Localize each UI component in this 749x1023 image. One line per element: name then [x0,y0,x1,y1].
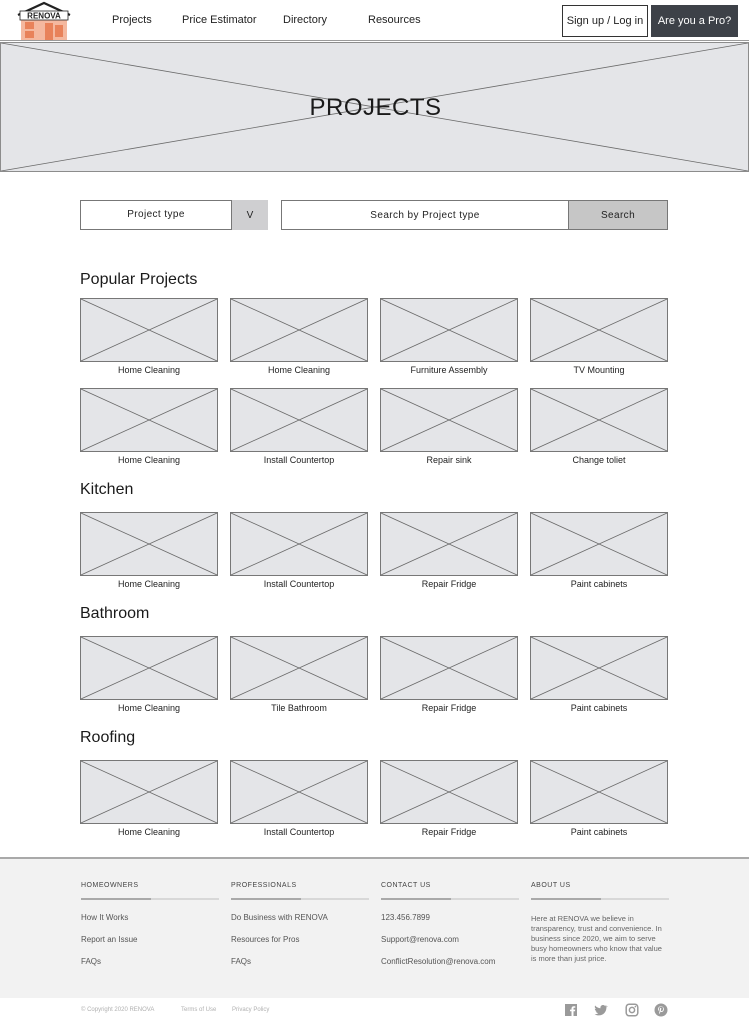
project-card-label: Home Cleaning [117,703,181,713]
terms-of-use-link[interactable]: Terms of Use [181,1007,217,1013]
project-image-placeholder [530,512,668,576]
footer-heading: HOMEOWNERS [81,882,139,889]
project-card-popular[interactable] [230,298,368,378]
pinterest-icon[interactable] [654,1003,668,1017]
project-card-bathroom[interactable] [80,636,218,716]
logo-text: RENOVA [27,11,61,21]
project-card-roofing[interactable] [80,760,218,840]
project-card-popular[interactable] [80,298,218,378]
footer-divider [231,898,369,900]
project-image-placeholder [530,636,668,700]
project-image-placeholder [380,636,518,700]
footer-col-contact [381,882,519,966]
nav-resources[interactable]: Resources [368,14,421,26]
project-card-kitchen[interactable] [530,512,668,592]
footer-link-do-business[interactable]: Do Business with RENOVA [231,913,328,922]
project-image-placeholder [80,298,218,362]
project-card-bathroom[interactable] [380,636,518,716]
project-image-placeholder [530,298,668,362]
nav-price-estimator[interactable]: Price Estimator [182,14,257,26]
nav-directory[interactable]: Directory [283,14,328,26]
project-card-popular[interactable] [530,388,668,468]
project-image-placeholder [380,760,518,824]
top-navigation-bar [0,0,749,41]
project-image-placeholder [80,636,218,700]
footer-phone[interactable]: 123.456.7899 [381,913,430,922]
footer-col-professionals [231,882,369,966]
instagram-icon[interactable] [625,1003,639,1017]
project-card-label: Repair Fridge [421,827,477,837]
project-card-label: Repair sink [426,455,472,465]
project-image-placeholder [80,760,218,824]
project-card-roofing[interactable] [530,760,668,840]
project-image-placeholder [530,388,668,452]
project-card-label: Home Cleaning [267,365,331,375]
project-card-label: Home Cleaning [117,365,181,375]
page-title: PROJECTS [309,94,442,121]
project-card-label: Home Cleaning [117,579,181,589]
project-card-popular[interactable] [530,298,668,378]
project-card-popular[interactable] [230,388,368,468]
project-card-label: Install Countertop [263,827,335,837]
project-card-label: Paint cabinets [570,703,628,713]
project-card-kitchen[interactable] [80,512,218,592]
project-image-placeholder [230,760,368,824]
privacy-policy-link[interactable]: Privacy Policy [232,1007,270,1013]
footer-support-email[interactable]: Support@renova.com [381,935,459,944]
project-image-placeholder [380,298,518,362]
search-input[interactable] [281,200,569,230]
project-card-label: Repair Fridge [421,703,477,713]
project-image-placeholder [530,760,668,824]
footer-heading: ABOUT US [531,882,571,889]
footer [0,857,749,998]
footer-conflict-email[interactable]: ConflictResolution@renova.com [381,957,496,966]
signup-login-button[interactable]: Sign up / Log in [562,5,648,37]
search-button[interactable]: Search [568,200,668,230]
copyright-text: © Copyright 2020 RENOVA [81,1007,155,1013]
project-card-popular[interactable] [380,388,518,468]
project-card-popular[interactable] [80,388,218,468]
hero-banner [0,42,749,172]
project-card-label: Install Countertop [263,455,335,465]
footer-link-how-it-works[interactable]: How It Works [81,913,129,922]
project-card-label: Paint cabinets [570,579,628,589]
footer-link-faqs[interactable]: FAQs [81,957,102,966]
nav-projects[interactable]: Projects [112,14,152,26]
footer-link-faqs-pros[interactable]: FAQs [231,957,252,966]
footer-divider [81,898,219,900]
renova-logo[interactable] [17,1,71,40]
footer-link-resources-pros[interactable]: Resources for Pros [231,935,300,944]
project-card-label: Repair Fridge [421,579,477,589]
project-card-label: Change toliet [572,455,626,465]
are-you-a-pro-button[interactable]: Are you a Pro? [651,5,738,37]
twitter-icon[interactable] [594,1003,608,1017]
project-card-label: Home Cleaning [117,455,181,465]
project-image-placeholder [230,512,368,576]
project-card-popular[interactable] [380,298,518,378]
project-image-placeholder [80,388,218,452]
project-card-roofing[interactable] [230,760,368,840]
project-image-placeholder [380,512,518,576]
bottom-bar [0,998,749,1023]
project-type-label: Project type [127,209,185,220]
project-card-label: Paint cabinets [570,827,628,837]
chevron-down-icon[interactable]: V [231,200,268,230]
footer-heading: CONTACT US [381,882,431,889]
project-image-placeholder [230,636,368,700]
project-card-bathroom[interactable] [530,636,668,716]
footer-link-report-issue[interactable]: Report an Issue [81,935,138,944]
section-title-roofing: Roofing [80,729,136,746]
section-title-kitchen: Kitchen [80,481,134,498]
project-card-label: Install Countertop [263,579,335,589]
about-text: Here at RENOVA we believe in transparency, trust and convenience. In business since 2020, we aim to serve busy homeowners who know that value is more than just price. [531,914,662,963]
project-image-placeholder [230,298,368,362]
project-card-bathroom[interactable] [230,636,368,716]
footer-col-homeowners [81,882,219,966]
project-image-placeholder [230,388,368,452]
section-title-popular: Popular Projects [80,271,198,288]
project-card-kitchen[interactable] [380,512,518,592]
footer-col-about [531,882,669,964]
project-card-label: TV Mounting [573,365,625,375]
project-type-dropdown[interactable] [80,200,267,230]
footer-divider [531,898,669,900]
project-image-placeholder [80,512,218,576]
footer-divider [381,898,519,900]
project-card-label: Home Cleaning [117,827,181,837]
project-card-label: Tile Bathroom [271,703,327,713]
project-card-label: Furniture Assembly [410,365,488,375]
project-card-roofing[interactable] [380,760,518,840]
footer-heading: PROFESSIONALS [231,882,297,889]
project-image-placeholder [380,388,518,452]
project-card-kitchen[interactable] [230,512,368,592]
facebook-icon[interactable] [564,1003,578,1017]
section-title-bathroom: Bathroom [80,605,150,622]
